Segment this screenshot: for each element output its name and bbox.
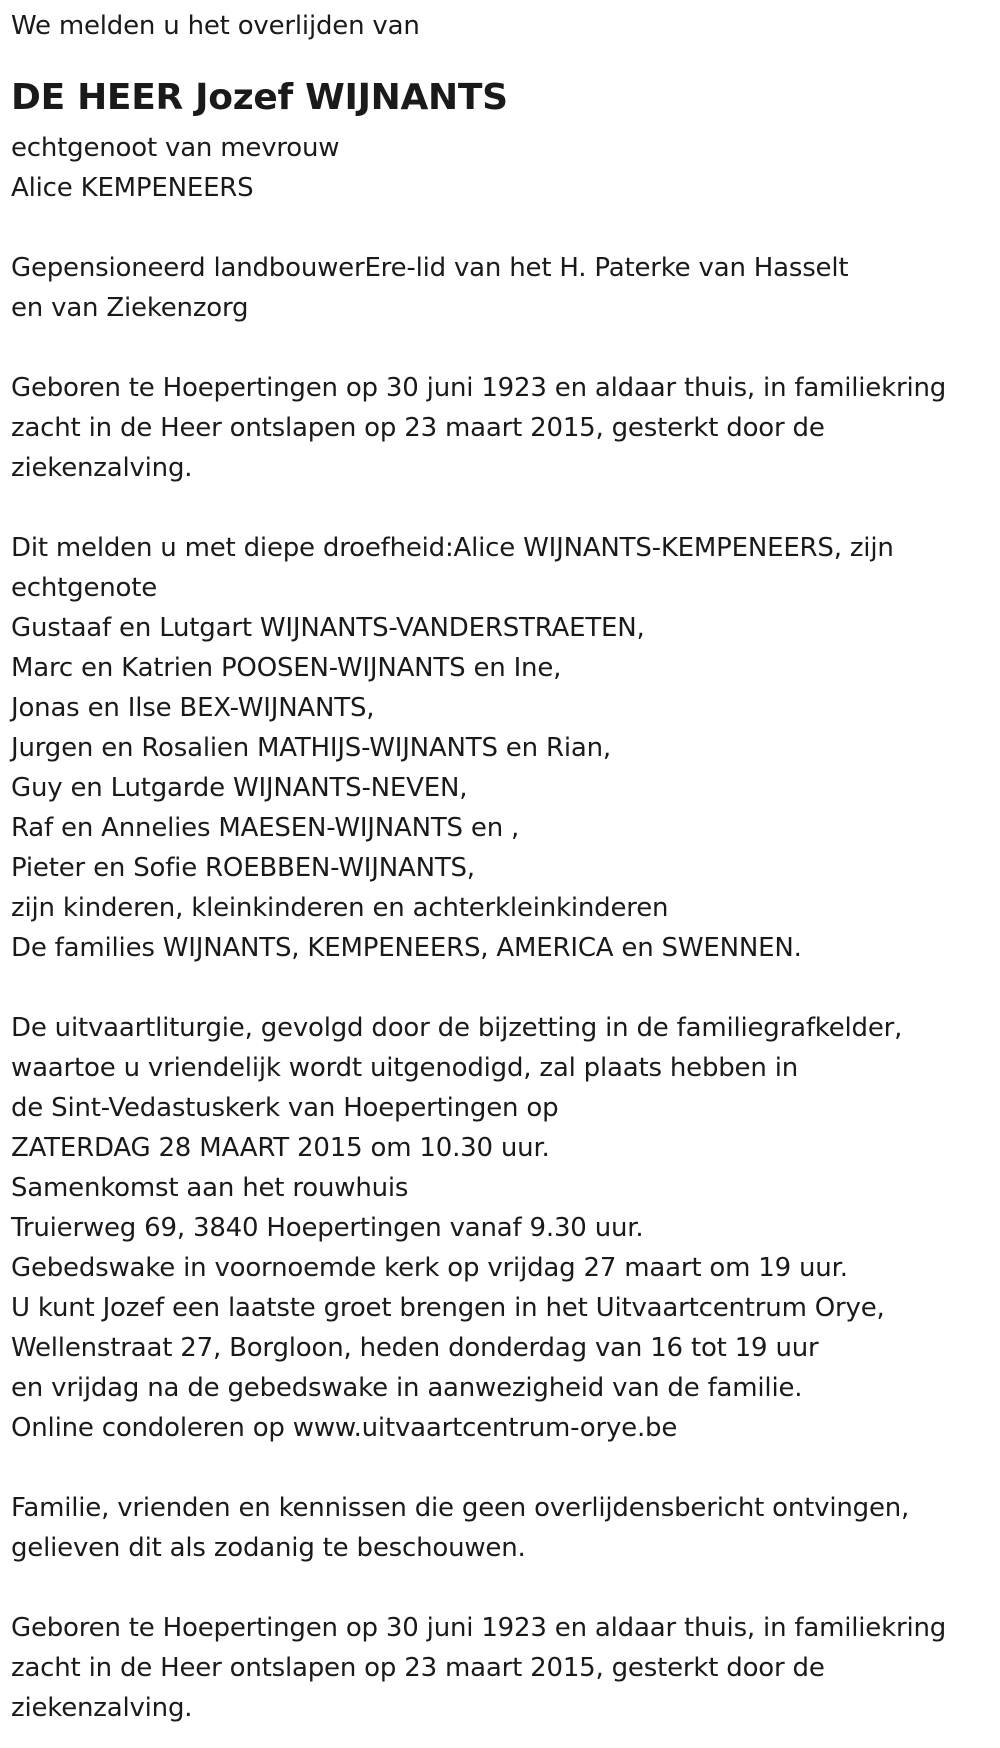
birth-death-repeat-line: zacht in de Heer ontslapen op 23 maart 2015, gesterkt door de — [11, 1653, 825, 1683]
funeral-line: en vrijdag na de gebedswake in aanwezigheid van de familie. — [11, 1373, 803, 1403]
funeral-line: U kunt Jozef een laatste groet brengen in het Uitvaartcentrum Orye, — [11, 1293, 885, 1323]
birth-death-line: Geboren te Hoepertingen op 30 juni 1923 en aldaar thuis, in familiekring — [11, 373, 947, 403]
mourners-line: Raf en Annelies MAESEN-WIJNANTS en , — [11, 813, 520, 843]
spouse-line: echtgenoot van mevrouw — [11, 133, 340, 163]
mourners-line: Dit melden u met diepe droefheid:Alice WIJNANTS-KEMPENEERS, zijn — [11, 533, 894, 563]
funeral-line: De uitvaartliturgie, gevolgd door de bijzetting in de familiegrafkelder, — [11, 1013, 903, 1043]
mourners-line: Gustaaf en Lutgart WIJNANTS-VANDERSTRAETEN, — [11, 613, 645, 643]
birth-death-line: ziekenzalving. — [11, 453, 193, 483]
obituary-notice — [11, 0, 991, 1728]
mourners-line: Jonas en Ilse BEX-WIJNANTS, — [11, 693, 375, 723]
notice-section — [11, 1488, 991, 1568]
spacer — [11, 1568, 991, 1608]
funeral-line: Online condoleren op www.uitvaartcentrum-orye.be — [11, 1413, 678, 1443]
spacer — [11, 488, 991, 528]
mourners-line: echtgenote — [11, 573, 158, 603]
spacer — [11, 208, 991, 248]
occupation-line: Gepensioneerd landbouwerEre-lid van het H. Paterke van Hasselt — [11, 253, 849, 283]
mourners-line: zijn kinderen, kleinkinderen en achterkleinkinderen — [11, 893, 669, 923]
occupation-section — [11, 248, 991, 328]
funeral-line: de Sint-Vedastuskerk van Hoepertingen op — [11, 1093, 559, 1123]
birth-death-repeat-section — [11, 1608, 991, 1728]
mourners-line: Marc en Katrien POOSEN-WIJNANTS en Ine, — [11, 653, 562, 683]
mourners-section — [11, 528, 991, 968]
birth-death-section — [11, 368, 991, 488]
mourners-line: De families WIJNANTS, KEMPENEERS, AMERICA en SWENNEN. — [11, 933, 802, 963]
birth-death-line: zacht in de Heer ontslapen op 23 maart 2015, gesterkt door de — [11, 413, 825, 443]
funeral-line: Truierweg 69, 3840 Hoepertingen vanaf 9.30 uur. — [11, 1213, 644, 1243]
spouse-line: Alice KEMPENEERS — [11, 173, 254, 203]
deceased-name: DE HEER Jozef WIJNANTS — [11, 77, 508, 118]
intro-text: We melden u het overlijden van — [11, 11, 420, 41]
funeral-line: Wellenstraat 27, Borgloon, heden donderdag van 16 tot 19 uur — [11, 1333, 819, 1363]
mourners-line: Guy en Lutgarde WIJNANTS-NEVEN, — [11, 773, 468, 803]
birth-death-repeat-line: Geboren te Hoepertingen op 30 juni 1923 en aldaar thuis, in familiekring — [11, 1613, 947, 1643]
notice-line: gelieven dit als zodanig te beschouwen. — [11, 1533, 526, 1563]
mourners-line: Jurgen en Rosalien MATHIJS-WIJNANTS en Rian, — [11, 733, 611, 763]
spouse-section — [11, 128, 991, 208]
funeral-line: waartoe u vriendelijk wordt uitgenodigd, zal plaats hebben in — [11, 1053, 798, 1083]
funeral-line: Gebedswake in voornoemde kerk op vrijdag 27 maart om 19 uur. — [11, 1253, 848, 1283]
spacer — [11, 968, 991, 1008]
funeral-line: Samenkomst aan het rouwhuis — [11, 1173, 409, 1203]
occupation-line: en van Ziekenzorg — [11, 293, 249, 323]
birth-death-repeat-line: ziekenzalving. — [11, 1693, 193, 1723]
mourners-line: Pieter en Sofie ROEBBEN-WIJNANTS, — [11, 853, 475, 883]
notice-line: Familie, vrienden en kennissen die geen overlijdensbericht ontvingen, — [11, 1493, 910, 1523]
spacer — [11, 328, 991, 368]
funeral-section — [11, 1008, 991, 1448]
spacer — [11, 1448, 991, 1488]
funeral-line: ZATERDAG 28 MAART 2015 om 10.30 uur. — [11, 1133, 550, 1163]
